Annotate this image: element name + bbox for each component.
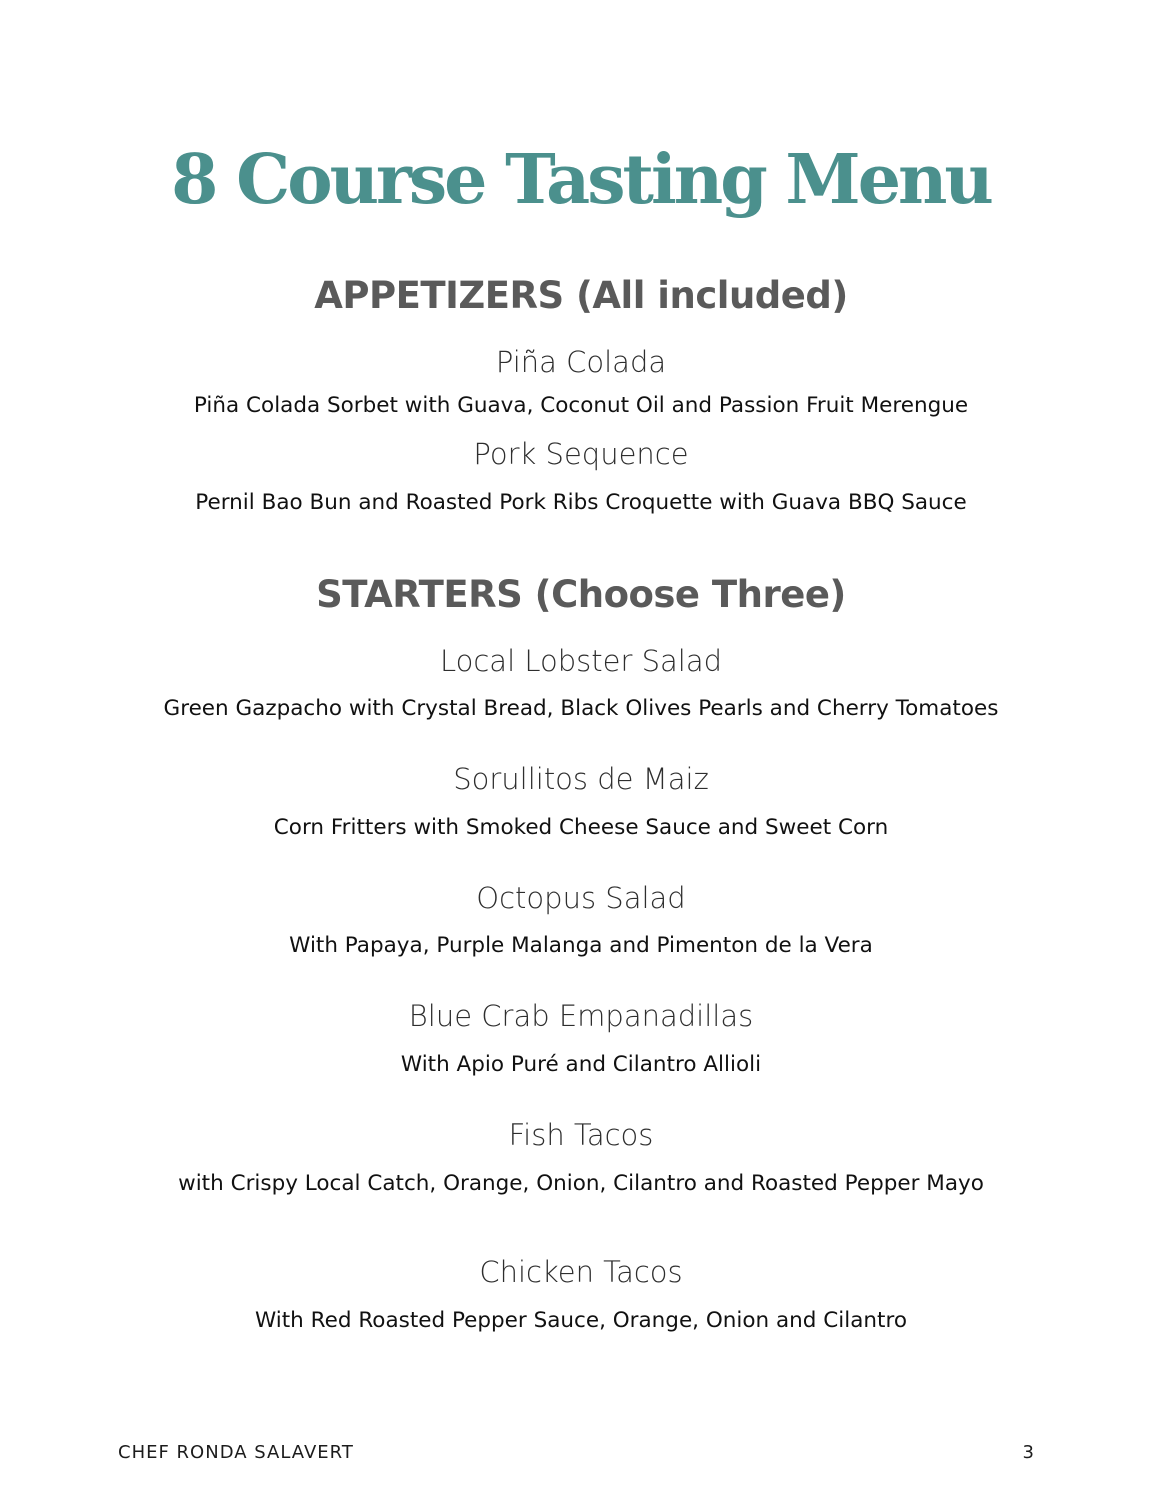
starter-desc-octopus-salad: With Papaya, Purple Malanga and Pimenton de la Vera <box>289 933 873 958</box>
footer-chef-name: CHEF RONDA SALAVERT <box>118 1442 354 1463</box>
starter-name-chicken-tacos: Chicken Tacos <box>479 1255 683 1289</box>
starter-desc-fish-tacos: with Crispy Local Catch, Orange, Onion, Cilantro and Roasted Pepper Mayo <box>178 1171 984 1196</box>
starter-name-sorullitos: Sorullitos de Maiz <box>453 762 709 796</box>
starter-name-octopus-salad: Octopus Salad <box>476 881 686 915</box>
starter-name-crab-empanadillas: Blue Crab Empanadillas <box>408 999 754 1033</box>
starter-name-fish-tacos: Fish Tacos <box>508 1118 654 1152</box>
starter-desc-lobster-salad: Green Gazpacho with Crystal Bread, Black Olives Pearls and Cherry Tomatoes <box>163 696 999 721</box>
starter-desc-chicken-tacos: With Red Roasted Pepper Sauce, Orange, Onion and Cilantro <box>254 1308 907 1333</box>
starter-desc-sorullitos: Corn Fritters with Smoked Cheese Sauce and Sweet Corn <box>273 815 889 840</box>
page-title: 8 Course Tasting Menu <box>171 140 991 220</box>
appetizer-desc-pork-sequence: Pernil Bao Bun and Roasted Pork Ribs Croquette with Guava BBQ Sauce <box>195 490 967 515</box>
appetizers-heading: APPETIZERS (All included) <box>314 274 848 317</box>
starters-heading: STARTERS (Choose Three) <box>316 573 846 616</box>
starter-name-lobster-salad: Local Lobster Salad <box>439 644 723 678</box>
footer-page-number: 3 <box>1022 1442 1034 1463</box>
appetizer-name-pork-sequence: Pork Sequence <box>473 437 689 471</box>
appetizer-desc-pina-colada: Piña Colada Sorbet with Guava, Coconut Oil and Passion Fruit Merengue <box>193 393 969 418</box>
appetizer-name-pina-colada: Piña Colada <box>495 345 667 379</box>
starter-desc-crab-empanadillas: With Apio Puré and Cilantro Allioli <box>400 1052 762 1077</box>
